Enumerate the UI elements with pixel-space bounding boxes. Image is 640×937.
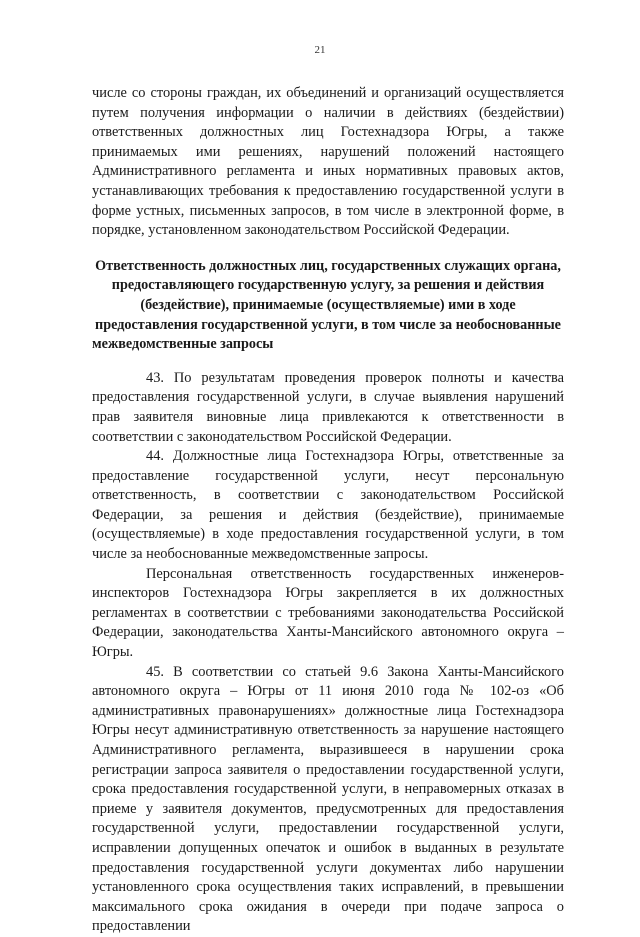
paragraph-43: 43. По результатам проведения проверок полноты и качества предоставления государственной услуги, в случае выявления нарушений прав заявителя виновные лица привлекаются к ответственности в соответствии с законодательством Российской Федерации. — [92, 369, 564, 445]
page-number: 21 — [314, 44, 326, 56]
paragraph-45: 45. В соответствии со статьей 9.6 Закона Ханты-Мансийского автономного округа – Югры от 11 июня 2010 года № 102-оз «Об административных правонарушениях» должностные лица Гостехнадзора Югры несут административную ответственность за нарушение настоящего Административного регламента, выразившееся в нарушении срока регистрации запроса заявителя о предоставлении государственной услуги, срока предоставления государственной услуги, в неправомерных отказах в приеме у заявителя документов, предусмотренных для предоставления государственной услуги, предоставлении государственной услуги, исправлении допущенных опечаток и ошибок в выданных в результате предоставления государственной услуги документах либо нарушении установленного срока осуществления таких исправлений, в превышении максимального срока ожидания в очереди при подаче запроса о предоставлении — [92, 663, 564, 935]
paragraph-continuation: числе со стороны граждан, их объединений и организаций осуществляется путем получения информации о наличии в действиях (бездействии) ответственных должностных лиц Гостехнадзора Югры, а также принимаемых ими решениях, нарушений положений настоящего Административного регламента и иных нормативных правовых актов, устанавливающих требования к предоставлению государственной услуги в форме устных, письменных запросов, в том числе в электронной форме, в порядке, установленном законодательством Российской Федерации. — [92, 85, 564, 239]
paragraph-44: 44. Должностные лица Гостехнадзора Югры, ответственные за предоставление государственной услуги, несут персональную ответственность, в соответствии с законодательством Российской Федерации, за решения и действия (бездействие), принимаемые (осуществляемые) в ходе предоставления государственной услуги, в том числе за необоснованные межведомственные запросы. — [92, 448, 564, 563]
section-heading-text: Ответственность должностных лиц, государственных служащих органа, предоставляющего государственную услугу, за решения и действия (бездействие), принимаемые (осуществляемые) ими в ходе предоставления государственной услуги, в том числе за необоснованные межведомственные запросы — [92, 257, 561, 353]
document-body — [92, 84, 564, 937]
section-heading — [92, 257, 564, 355]
paragraph-personal-responsibility: Персональная ответственность государственных инженеров-инспекторов Гостехнадзора Югры закрепляется в их должностных регламентах в соответствии с требованиями законодательства Российской Федерации, законодательства Ханты-Мансийского автономного округа – Югры. — [92, 565, 564, 661]
